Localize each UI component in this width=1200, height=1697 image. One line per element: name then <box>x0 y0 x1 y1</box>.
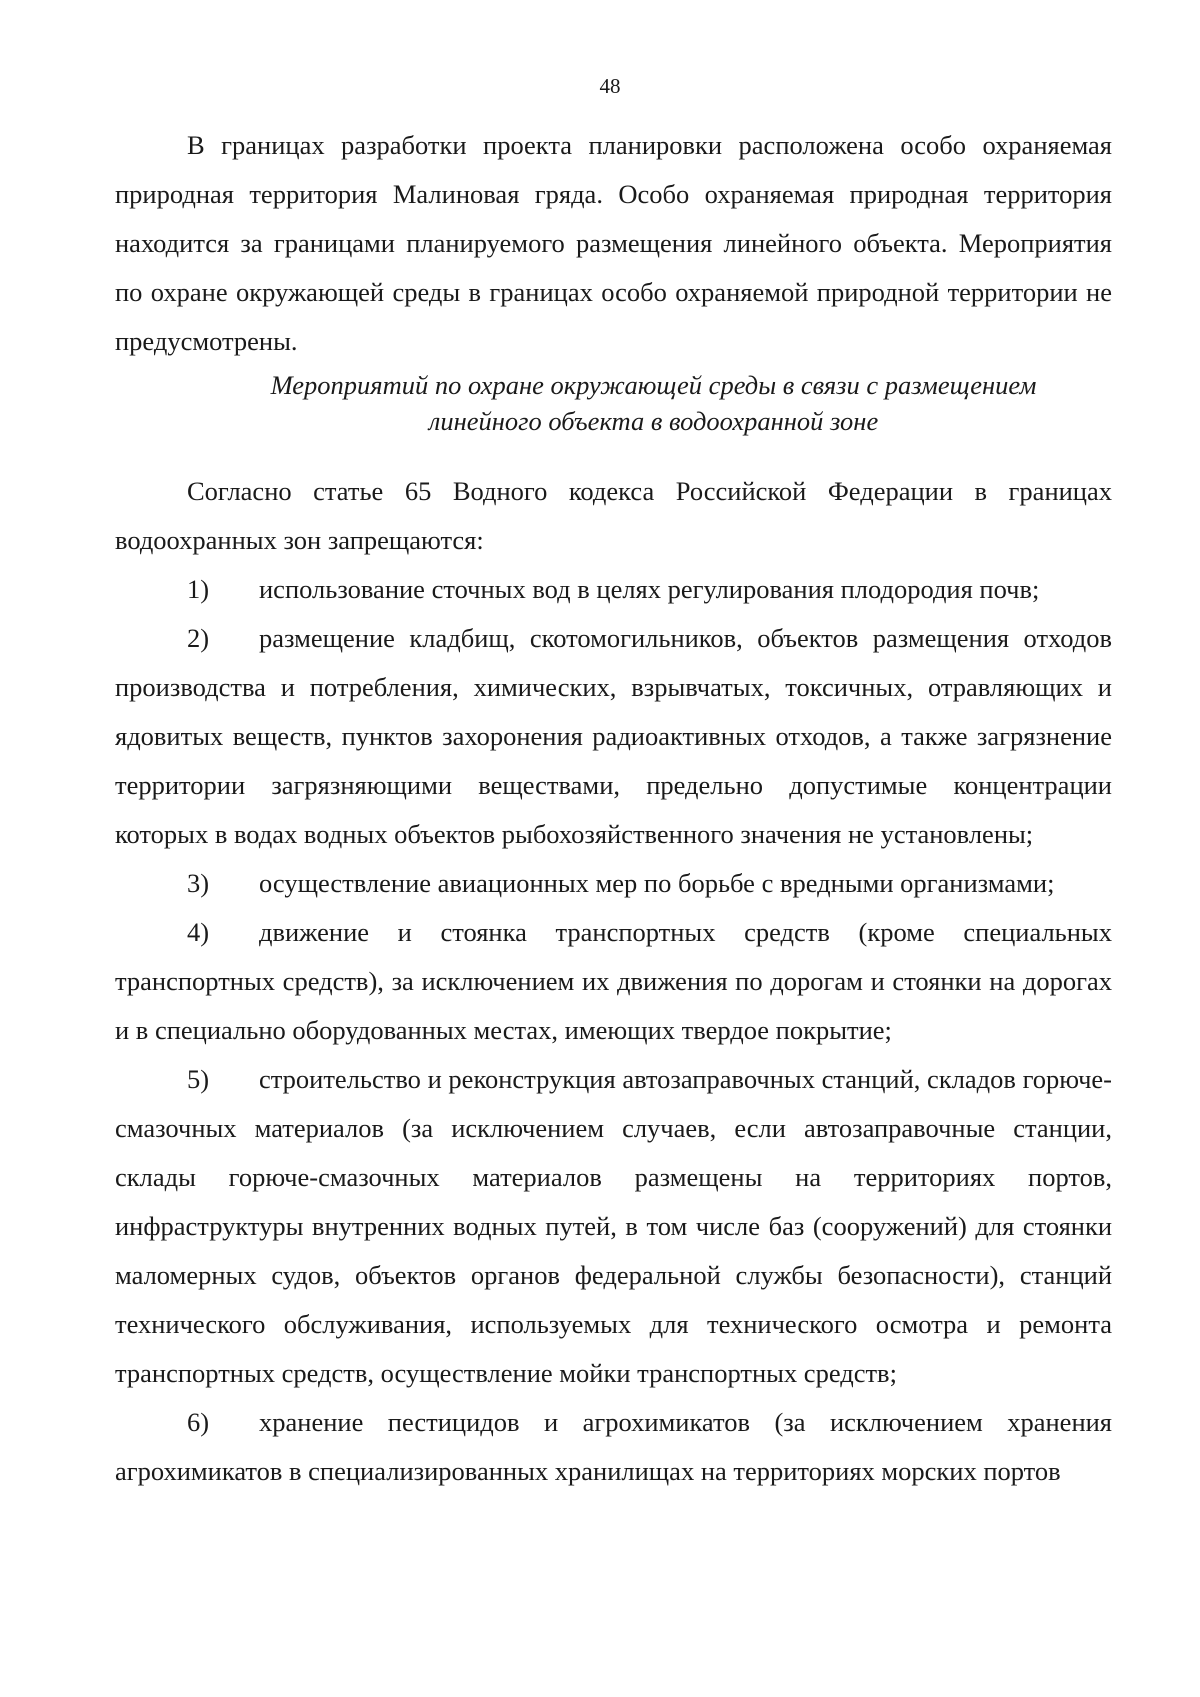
section-heading-line-1: Мероприятий по охране окружающей среды в связи с размещением <box>270 370 1037 400</box>
list-item <box>115 859 1112 908</box>
section-lead-paragraph: Согласно статье 65 Водного кодекса Российской Федерации в границах водоохранных зон запрещаются: <box>115 476 1112 555</box>
list-item-number: 4) <box>187 917 210 947</box>
list-item-number: 2) <box>187 623 210 653</box>
list-item-text: движение и стоянка транспортных средств (кроме специальных транспортных средств), за исключением их движения по дорогам и стоянки на дорогах и в специально оборудованных местах, имеющих твердое покрытие; <box>115 917 1112 1045</box>
section-heading <box>115 367 1112 439</box>
list-item <box>115 565 1112 614</box>
list-item-text: хранение пестицидов и агрохимикатов (за исключением хранения агрохимикатов в специализированных хранилищах на территориях морских портов <box>115 1407 1112 1486</box>
section-heading-line-2: линейного объекта в водоохранной зоне <box>428 406 879 436</box>
list-item-text: использование сточных вод в целях регулирования плодородия почв; <box>259 574 1040 604</box>
list-item <box>115 1055 1112 1398</box>
list-item <box>115 614 1112 859</box>
page-number: 48 <box>599 74 621 98</box>
list-item-text: размещение кладбищ, скотомогильников, объектов размещения отходов производства и потребления, химических, взрывчатых, токсичных, отравляющих и ядовитых веществ, пунктов захоронения радиоактивных отходов, а также загрязнение территории загрязняющими веществами, предельно допустимые концентрации которых в водах водных объектов рыбохозяйственного значения не установлены; <box>115 623 1112 849</box>
list-item-number: 6) <box>187 1407 210 1437</box>
list-item <box>115 1398 1112 1496</box>
list-item-text: строительство и реконструкция автозаправочных станций, складов горюче-смазочных материалов (за исключением случаев, если автозаправочные станции, склады горюче-смазочных материалов размещены на территориях портов, инфраструктуры внутренних водных путей, в том числе баз (сооружений) для стоянки маломерных судов, объектов органов федеральной службы безопасности), станций технического обслуживания, используемых для технического осмотра и ремонта транспортных средств, осуществление мойки транспортных средств; <box>115 1064 1112 1388</box>
list-item-number: 5) <box>187 1064 210 1094</box>
list-item-text: осуществление авиационных мер по борьбе с вредными организмами; <box>259 868 1055 898</box>
list-item-number: 1) <box>187 574 210 604</box>
document-body <box>115 121 1112 1496</box>
list-item-number: 3) <box>187 868 210 898</box>
intro-paragraph: В границах разработки проекта планировки расположена особо охраняемая природная территория Малиновая гряда. Особо охраняемая природная территория находится за границами планируемого размещения линейного объекта. Мероприятия по охране окружающей среды в границах особо охраняемой природной территории не предусмотрены. <box>115 130 1112 356</box>
list-item <box>115 908 1112 1055</box>
prohibitions-list <box>115 565 1112 1496</box>
